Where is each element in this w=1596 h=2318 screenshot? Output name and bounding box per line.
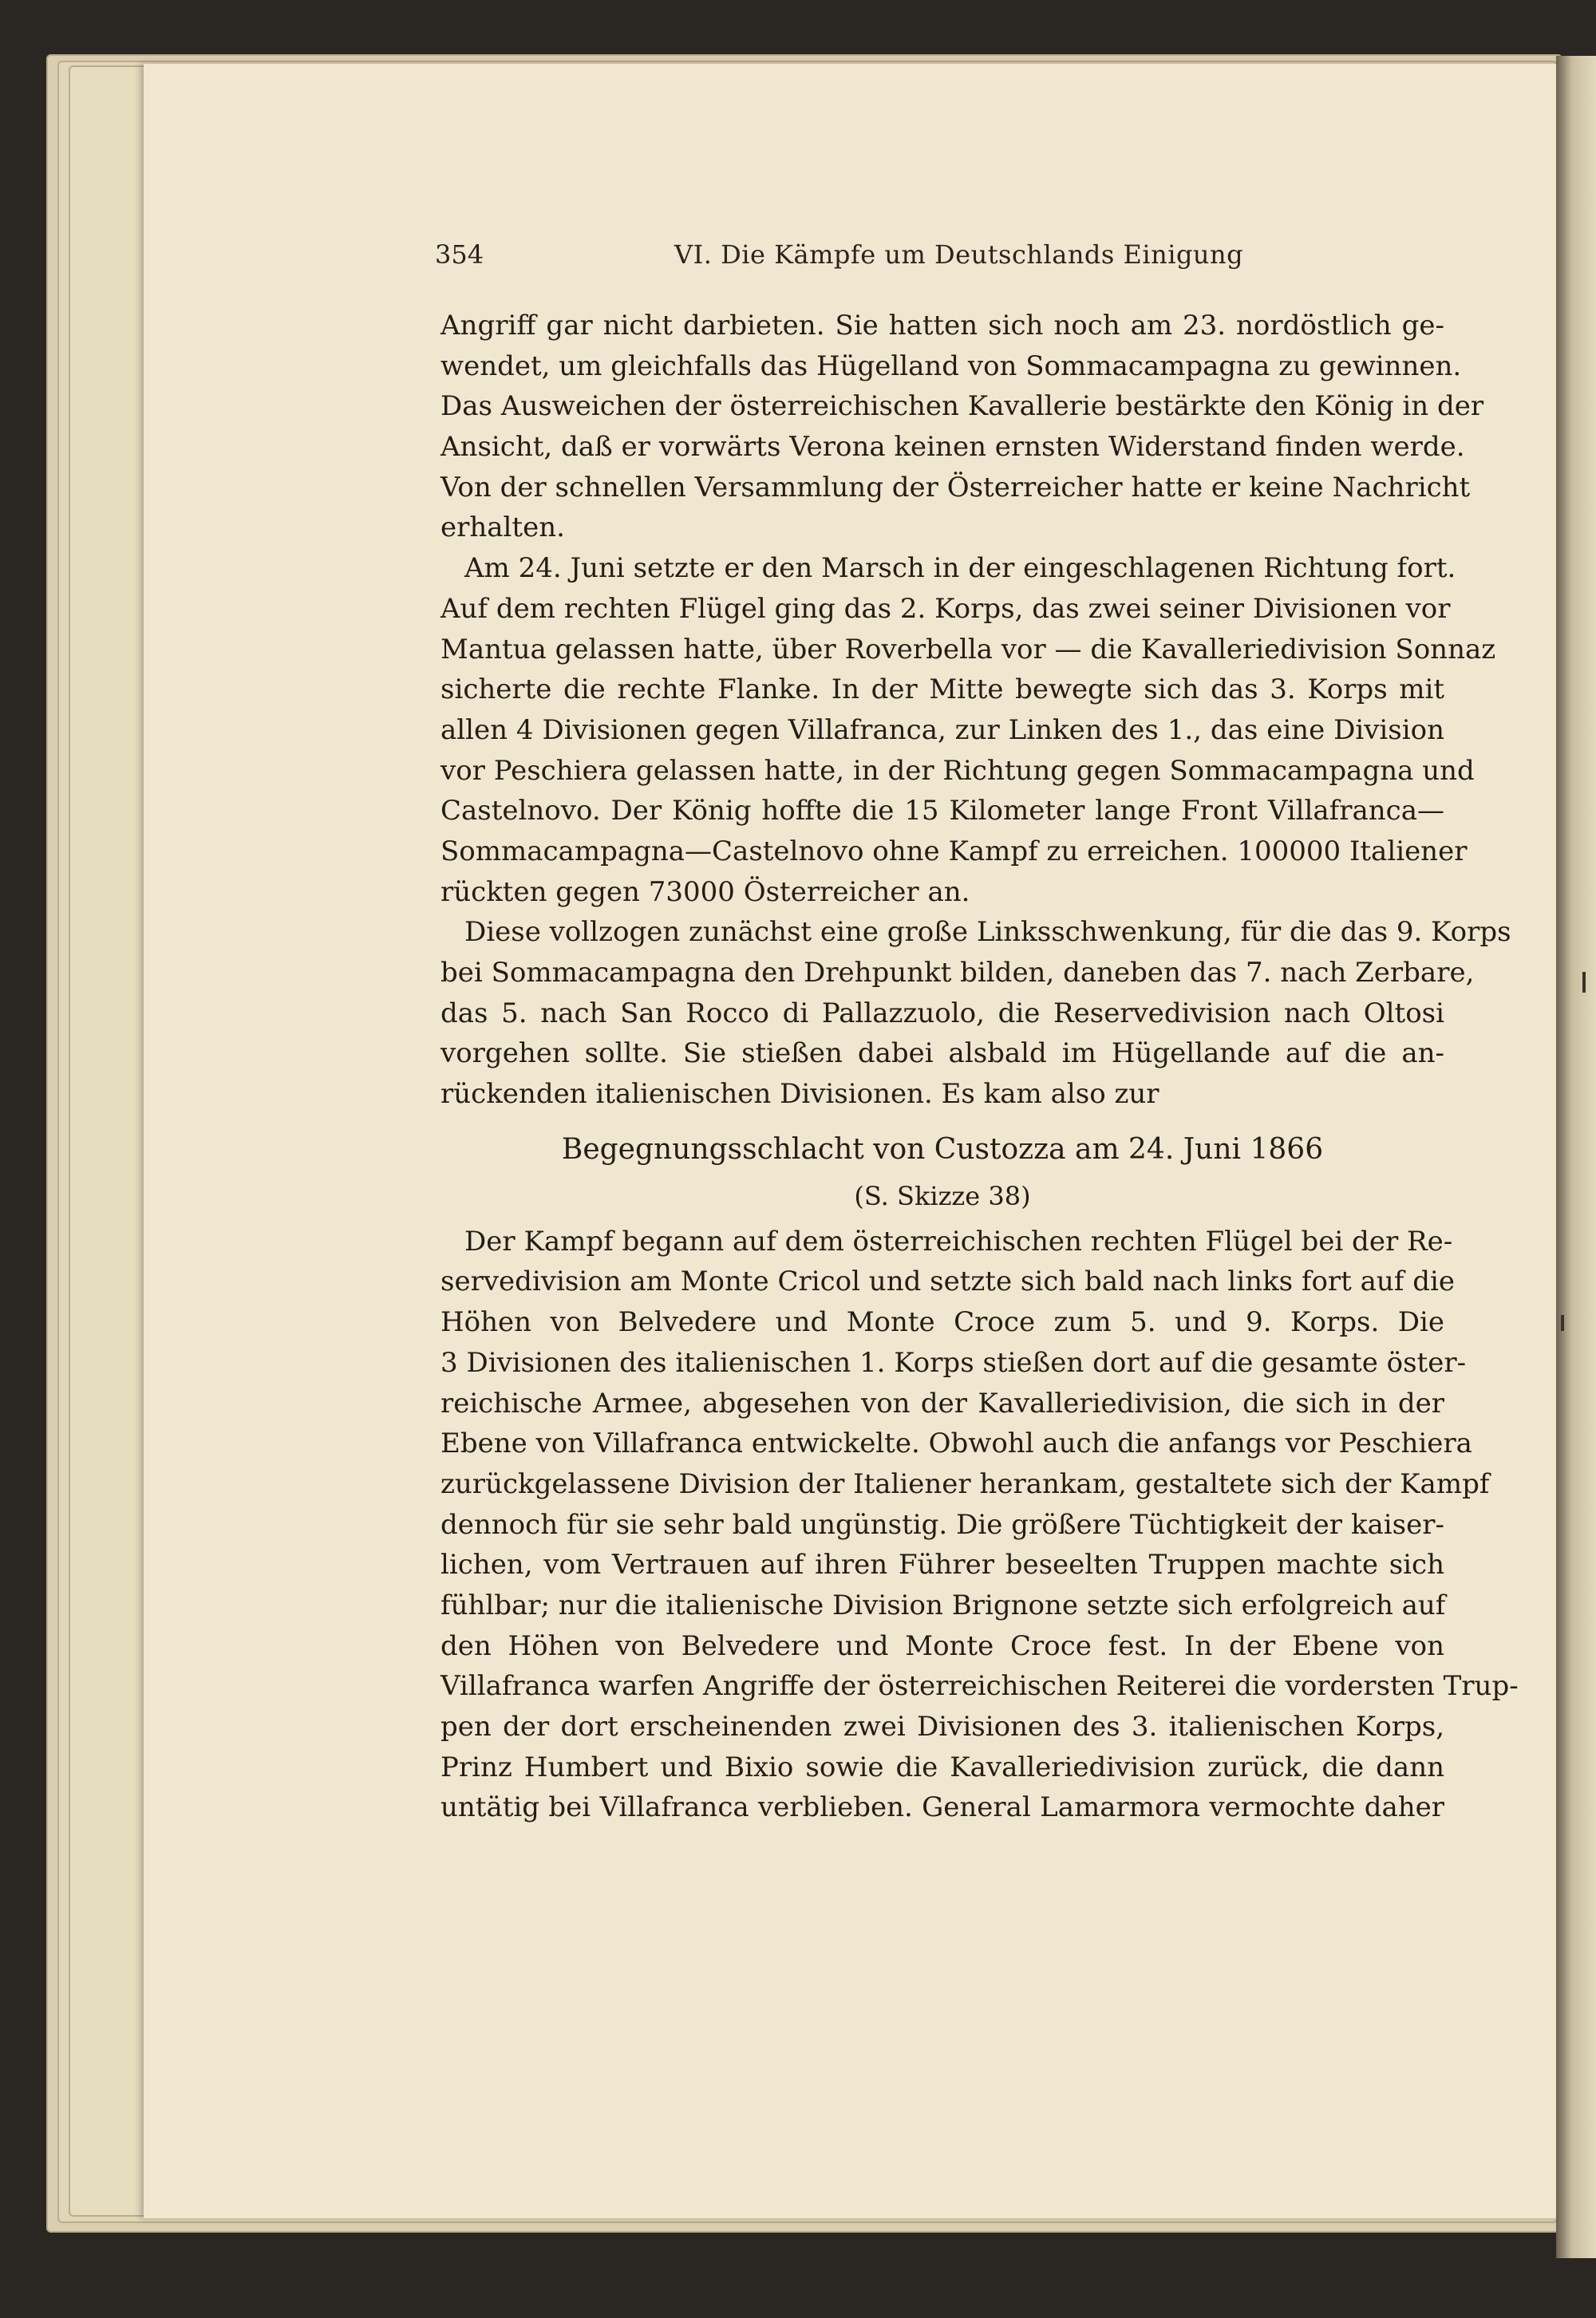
text-line: Castelnovo. Der König hoffte die 15 Kilometer lange Front Villafranca— — [440, 795, 1444, 827]
text-line: dennoch für sie sehr bald ungünstig. Die größere Tüchtigkeit der kaiser- — [440, 1508, 1444, 1541]
text-line: erhalten. — [440, 511, 565, 544]
text-line: Angriff gar nicht darbieten. Sie hatten sich noch am 23. nordöstlich ge- — [440, 310, 1444, 342]
text-line: wendet, um gleichfalls das Hügelland von Sommacampagna zu gewinnen. — [440, 349, 1462, 382]
paragraph-1 — [440, 306, 1484, 548]
text-line: Höhen von Belvedere und Monte Croce zum 5. und 9. Korps. Die — [440, 1306, 1444, 1339]
section-heading: Begegnungsschlacht von Custozza am 24. Juni 1866 — [561, 1132, 1324, 1166]
text-line: 3 Divisionen des italienischen 1. Korps stießen dort auf die gesamte öster- — [440, 1346, 1467, 1379]
page-body — [440, 306, 1519, 1828]
text-line: Prinz Humbert und Bixio sowie die Kavalleriedivision zurück, die dann — [440, 1751, 1444, 1783]
text-line: Mantua gelassen hatte, über Roverbella vor — die Kavalleriedivision Sonnaz — [440, 633, 1496, 665]
text-line: den Höhen von Belvedere und Monte Croce fest. In der Ebene von — [440, 1629, 1444, 1662]
page-number: 354 — [435, 239, 484, 270]
text-line: Villafranca warfen Angriffe der österreichischen Reiterei die vordersten Trup- — [440, 1670, 1519, 1703]
text-line: untätig bei Villafranca verblieben. General Lamarmora vermochte daher — [440, 1791, 1444, 1824]
text-line: sicherte die rechte Flanke. In der Mitte bewegte sich das 3. Korps mit — [440, 673, 1444, 706]
text-line: Sommacampagna—Castelnovo ohne Kampf zu erreichen. 100000 Italiener — [440, 835, 1468, 867]
book-gutter — [1556, 56, 1596, 2258]
text-line: servedivision am Monte Cricol und setzte sich bald nach links fort auf die — [440, 1266, 1455, 1298]
text-line: vorgehen sollte. Sie stießen dabei alsbald im Hügellande auf die an- — [440, 1037, 1444, 1070]
text-line: allen 4 Divisionen gegen Villafranca, zur Linken des 1., das eine Division — [440, 713, 1444, 746]
running-head: VI. Die Kämpfe um Deutschlands Einigung — [674, 239, 1244, 270]
text-line: pen der dort erscheinenden zwei Divisionen des 3. italienischen Korps, — [440, 1711, 1444, 1743]
text-line: Das Ausweichen der österreichischen Kavallerie bestärkte den König in der — [440, 390, 1484, 423]
paragraph-2 — [440, 548, 1496, 912]
text-line: rückten gegen 73000 Österreicher an. — [440, 875, 970, 908]
text-line: Ebene von Villafranca entwickelte. Obwohl auch die anfangs vor Peschiera — [440, 1428, 1472, 1460]
text-line: zurückgelassene Division der Italiener herankam, gestaltete sich der Kampf — [440, 1467, 1490, 1500]
margin-mark — [1561, 1315, 1564, 1331]
text-line: bei Sommacampagna den Drehpunkt bilden, daneben das 7. nach Zerbare, — [440, 957, 1475, 989]
paragraph-3 — [440, 912, 1511, 1114]
text-line: Von der schnellen Versammlung der Österreicher hatte er keine Nachricht — [440, 471, 1471, 503]
text-line: Am 24. Juni setzte er den Marsch in der eingeschlagenen Richtung fort. — [464, 552, 1456, 585]
section-subheading: (S. Skizze 38) — [854, 1180, 1031, 1211]
text-line: das 5. nach San Rocco di Pallazzuolo, die Reservedivision nach Oltosi — [440, 997, 1444, 1029]
text-line: rückenden italienischen Divisionen. Es kam also zur — [440, 1078, 1159, 1111]
text-line: reichische Armee, abgesehen von der Kavalleriedivision, die sich in der — [440, 1387, 1444, 1420]
text-line: vor Peschiera gelassen hatte, in der Richtung gegen Sommacampagna und — [440, 754, 1475, 787]
text-line: Ansicht, daß er vorwärts Verona keinen ernsten Widerstand finden werde. — [440, 431, 1465, 464]
margin-mark — [1582, 972, 1586, 993]
text-line: Der Kampf begann auf dem österreichischen rechten Flügel bei der Re- — [464, 1225, 1453, 1258]
text-line: Auf dem rechten Flügel ging das 2. Korps, das zwei seiner Divisionen vor — [440, 592, 1451, 625]
text-line: Diese vollzogen zunächst eine große Linksschwenkung, für die das 9. Korps — [464, 916, 1511, 949]
text-line: lichen, vom Vertrauen auf ihren Führer beseelten Truppen machte sich — [440, 1549, 1444, 1582]
text-line: fühlbar; nur die italienische Division Brignone setzte sich erfolgreich auf — [440, 1589, 1446, 1621]
paragraph-4 — [440, 1222, 1519, 1828]
